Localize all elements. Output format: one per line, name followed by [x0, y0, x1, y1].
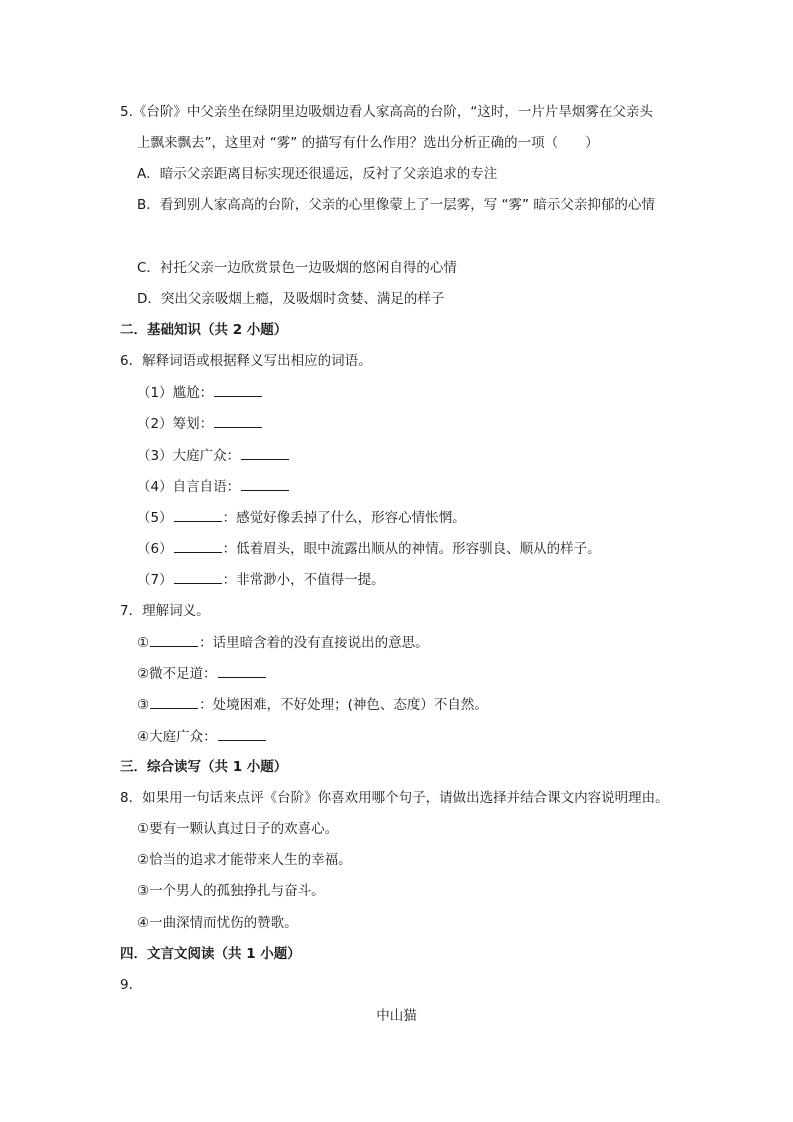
q8-item-4: ④一曲深情而忧伤的赞歌。 — [137, 915, 298, 931]
q8-stem: 8．如果用一句话来点评《台阶》你喜欢用哪个句子，请做出选择并结合课文内容说明理由。 — [120, 790, 669, 806]
answer-blank[interactable] — [174, 507, 222, 522]
answer-blank[interactable] — [218, 726, 266, 741]
q5-option-c: C．衬托父亲一边欣赏景色一边吸烟的悠闲自得的心情 — [137, 260, 457, 276]
q8-item-1: ①要有一颗认真过日子的欢喜心。 — [137, 821, 339, 837]
q9-passage-title: 中山猫 — [376, 1008, 417, 1024]
section-title-reading-writing: 三．综合读写（共 1 小题） — [120, 759, 288, 775]
answer-blank[interactable] — [241, 476, 289, 491]
q6-item-3-prefix: （3）大庭广众： — [137, 448, 241, 464]
q7-item-4-prefix: ④大庭广众： — [137, 729, 217, 745]
q6-item-5-prefix: （5） — [137, 510, 173, 526]
answer-blank[interactable] — [214, 382, 262, 397]
q7-item-3-prefix: ③ — [137, 697, 150, 713]
q6-item-2 — [137, 413, 263, 434]
q7-item-1-prefix: ① — [137, 635, 150, 651]
q7-item-4 — [137, 726, 267, 747]
answer-blank[interactable] — [150, 694, 198, 709]
q6-item-2-prefix: （2）筹划： — [137, 416, 214, 432]
q5-option-b: B．看到别人家高高的台阶，父亲的心里像蒙上了一层雾，写 “雾” 暗示父亲抑郁的心情 — [137, 197, 655, 213]
section-title-classical-reading: 四．文言文阅读（共 1 小题） — [120, 946, 301, 962]
q6-item-6-suffix: ：低着眉头，眼中流露出顺从的神情。形容驯良、顺从的样子。 — [222, 541, 601, 557]
q7-item-1 — [137, 632, 429, 653]
q6-item-5 — [137, 507, 466, 528]
q7-item-1-suffix: ：话里暗含着的没有直接说出的意思。 — [199, 635, 429, 651]
q5-option-a: A．暗示父亲距离目标实现还很遥远，反衬了父亲追求的专注 — [137, 166, 498, 182]
answer-blank[interactable] — [241, 445, 289, 460]
answer-blank[interactable] — [218, 663, 266, 678]
answer-blank[interactable] — [174, 538, 222, 553]
q8-item-3: ③一个男人的孤独挣扎与奋斗。 — [137, 883, 325, 899]
q7-item-2 — [137, 663, 267, 684]
q7-item-3-suffix: ：处境困难，不好处理；(神色、态度）不自然。 — [199, 697, 488, 713]
section-title-basic-knowledge: 二．基础知识（共 2 小题） — [120, 322, 288, 338]
q6-item-4-prefix: （4）自言自语： — [137, 479, 241, 495]
q6-item-1-prefix: （1）尴尬： — [137, 385, 214, 401]
q6-item-5-suffix: ：感觉好像丢掉了什么，形容心情怅惘。 — [222, 510, 466, 526]
q6-item-1 — [137, 382, 263, 403]
q6-stem: 6．解释词语或根据释义写出相应的词语。 — [120, 353, 372, 369]
q6-item-7-suffix: ：非常渺小，不值得一提。 — [222, 572, 385, 588]
q8-item-2: ②恰当的追求才能带来人生的幸福。 — [137, 852, 352, 868]
q7-stem: 7．理解词义。 — [120, 603, 210, 619]
answer-blank[interactable] — [174, 569, 222, 584]
q5-stem-line1: 5.《台阶》中父亲坐在绿阴里边吸烟边看人家高高的台阶，“这时，一片片旱烟雾在父亲头 — [120, 104, 653, 120]
q9-number: 9． — [120, 977, 143, 993]
q6-item-7-prefix: （7） — [137, 572, 173, 588]
q7-item-2-prefix: ②微不足道： — [137, 666, 217, 682]
q7-item-3 — [137, 694, 488, 715]
q6-item-6 — [137, 538, 601, 559]
answer-blank[interactable] — [214, 413, 262, 428]
answer-blank[interactable] — [150, 632, 198, 647]
q5-option-d: D．突出父亲吸烟上瘾，及吸烟时贪婪、满足的样子 — [137, 291, 445, 307]
q6-item-3 — [137, 445, 290, 466]
q6-item-7 — [137, 569, 385, 590]
q6-item-6-prefix: （6） — [137, 541, 173, 557]
q6-item-4 — [137, 476, 290, 497]
q5-stem-line2: 上飘来飘去”，这里对 “雾” 的描写有什么作用？选出分析正确的一项（ ） — [137, 135, 599, 151]
